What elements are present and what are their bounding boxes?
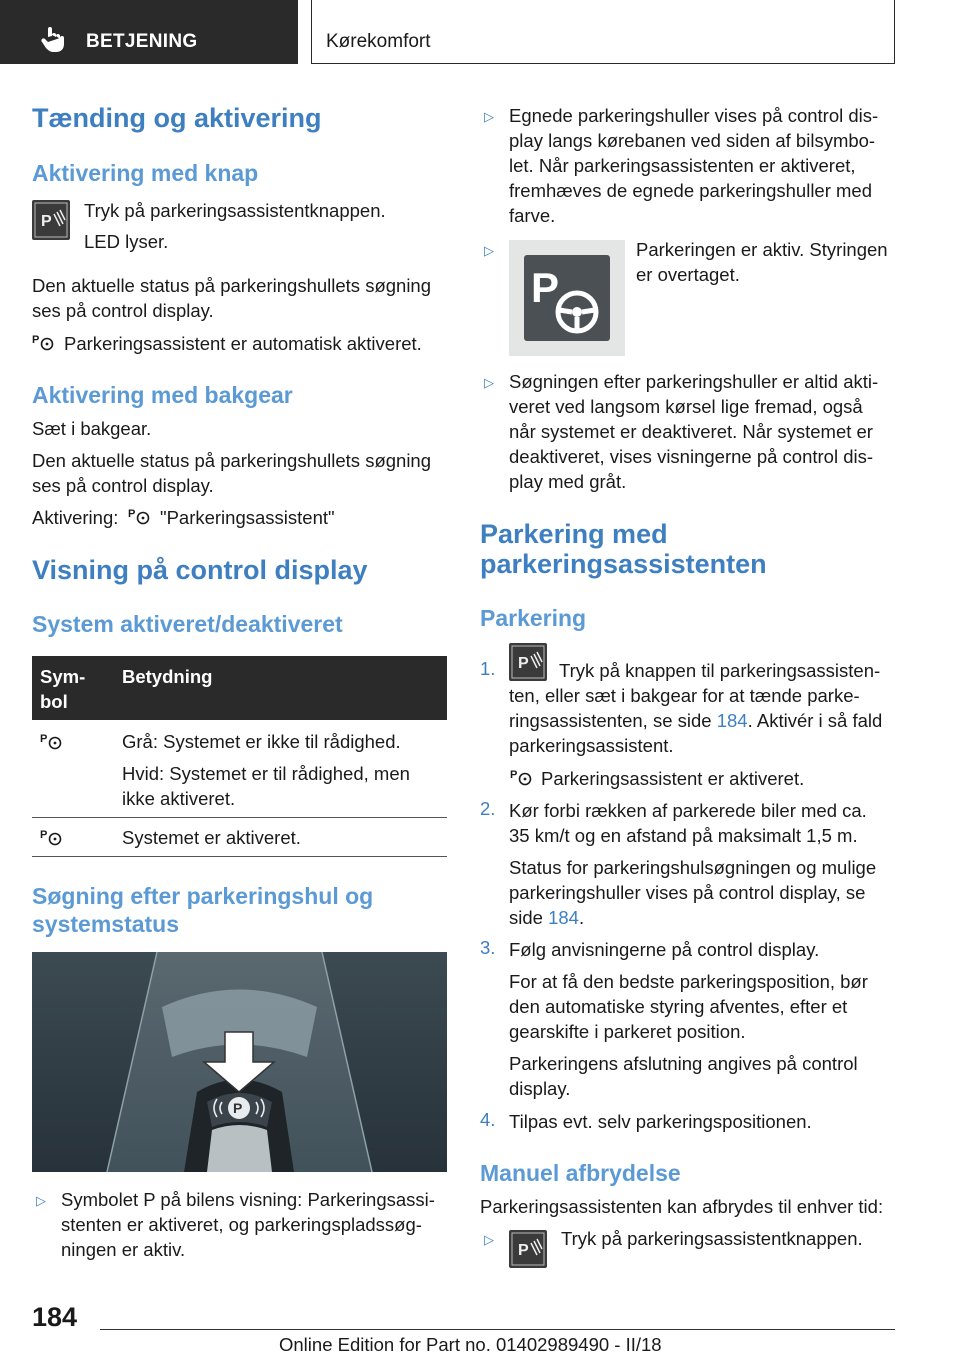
b3-line5: play med gråt. xyxy=(509,471,627,492)
table-row1-gray: Grå: Systemet er ikke til rådighed. xyxy=(122,731,401,752)
bullet-triangle: ▷ xyxy=(484,243,494,258)
b3-line3: når systemet er deaktiveret. Når systemet er xyxy=(509,421,873,442)
page-number: 184 xyxy=(32,1302,78,1332)
b1-line2: play langs kørebanen ved siden af bilsymbo- xyxy=(509,130,876,151)
table-col-symbol-line1: Sym- xyxy=(40,666,86,687)
s2-line1: Kør forbi rækken af parkerede biler med ca. xyxy=(509,800,867,821)
table-row-divider xyxy=(32,817,447,818)
heading-parking-line1: Parkering med xyxy=(480,519,668,549)
parking-assist-icon xyxy=(40,731,64,751)
svg-text:P: P xyxy=(531,264,560,311)
s1-line1: Tryk på knappen til parkeringsassisten- xyxy=(559,660,881,681)
table-header xyxy=(32,656,447,720)
auto-activated-text: Parkeringsassistent er automatisk aktiveret. xyxy=(64,333,422,354)
svg-text:P: P xyxy=(128,508,136,520)
s1-active: Parkeringsassistent er aktiveret. xyxy=(541,768,805,789)
parking-assist-icon xyxy=(32,332,56,352)
bullet-triangle: ▷ xyxy=(484,375,494,390)
svg-text:P: P xyxy=(41,213,52,230)
step-number: 1. xyxy=(480,658,496,679)
symbol-p-bullet-line3: ningen er aktiv. xyxy=(61,1239,186,1260)
status-text-line2: ses på control display. xyxy=(32,300,214,321)
s3-line1: Følg anvisningerne på control display. xyxy=(509,939,820,960)
s1-line4: parkeringsassistent. xyxy=(509,735,674,756)
b2-line1: Parkeringen er aktiv. Styringen xyxy=(636,239,888,260)
activation-value: "Parkeringsassistent" xyxy=(160,507,335,528)
s1-line3: ringsassistenten, se side 184. Aktivér i så fald xyxy=(509,710,883,731)
heading-search-line1: Søgning efter parkeringshul og xyxy=(32,883,374,909)
heading-display: Visning på control display xyxy=(32,555,368,585)
parking-assist-icon xyxy=(510,767,534,787)
s4-line1: Tilpas evt. selv parkeringspositionen. xyxy=(509,1111,812,1132)
parking-assist-icon xyxy=(128,506,152,526)
manual-text: Parkeringsassistenten kan afbrydes til enhver tid: xyxy=(480,1196,884,1217)
heading-system-status: System aktiveret/deaktiveret xyxy=(32,611,343,637)
s3-q-line2: display. xyxy=(509,1078,571,1099)
bullet-triangle: ▷ xyxy=(36,1193,46,1208)
svg-text:P: P xyxy=(233,1100,243,1116)
heading-search-line2: systemstatus xyxy=(32,911,180,937)
svg-text:P: P xyxy=(40,829,48,841)
table-row2-active: Systemet er aktiveret. xyxy=(122,827,301,848)
parking-button-icon xyxy=(509,643,547,681)
parking-button-icon xyxy=(509,1230,547,1268)
b3-line1: Søgningen efter parkeringshuller er altid akti- xyxy=(509,371,879,392)
car-display-image xyxy=(32,952,447,1172)
led-text: LED lyser. xyxy=(84,231,169,252)
manual-bullet: Tryk på parkeringsassistentknappen. xyxy=(561,1228,863,1249)
s3-p-line3: gearskifte i parkeret position. xyxy=(509,1021,746,1042)
page-link-184[interactable]: 184 xyxy=(716,710,748,731)
activation-label: Aktivering: xyxy=(32,507,119,528)
heading-parking: Parkering xyxy=(480,605,587,631)
s3-p-line2: den automatiske styring afventes, efter et xyxy=(509,996,848,1017)
s2-p-line1: Status for parkeringshulsøgningen og mulige xyxy=(509,857,877,878)
b3-line2: veret ved langsom kørsel lige fremad, også xyxy=(509,396,863,417)
footer-divider xyxy=(100,1329,895,1330)
s2-p-line3: side 184. xyxy=(509,907,585,928)
table-row1-white-line2: ikke aktiveret. xyxy=(122,788,236,809)
status2-text-line1: Den aktuelle status på parkeringshullets søgning xyxy=(32,450,432,471)
header-section-label: BETJENING xyxy=(86,31,198,52)
parking-assist-icon xyxy=(40,827,64,847)
svg-text:P: P xyxy=(518,1242,529,1259)
b1-line3: let. Når parkeringsassistenten er aktiveret, xyxy=(509,155,856,176)
step-number: 4. xyxy=(480,1109,496,1130)
button-instruction: Tryk på parkeringsassistentknappen. xyxy=(84,200,386,221)
table-col-symbol-line2: bol xyxy=(40,691,68,712)
symbol-p-bullet-line1: Symbolet P på bilens visning: Parkeringsassi- xyxy=(61,1189,435,1210)
svg-text:P: P xyxy=(32,334,40,346)
table-row1-white-line1: Hvid: Systemet er til rådighed, men xyxy=(122,763,410,784)
s3-q-line1: Parkeringens afslutning angives på control xyxy=(509,1053,858,1074)
s2-line2: 35 km/t og en afstand på maksimalt 1,5 m. xyxy=(509,825,858,846)
symbol-p-bullet-line2: stenten er aktiveret, og parkeringspladssøg- xyxy=(61,1214,422,1235)
hand-icon xyxy=(40,25,66,53)
s2-p-line2: parkeringshuller vises på control display, se xyxy=(509,882,866,903)
svg-text:P: P xyxy=(40,733,48,745)
status2-text-line2: ses på control display. xyxy=(32,475,214,496)
reverse-text: Sæt i bakgear. xyxy=(32,418,152,439)
heading-button-activation: Aktivering med knap xyxy=(32,160,259,186)
status-text-line1: Den aktuelle status på parkeringshullets søgning xyxy=(32,275,432,296)
header-title: Kørekomfort xyxy=(326,31,431,52)
b1-line5: farve. xyxy=(509,205,556,226)
parking-active-steering-icon xyxy=(509,240,625,356)
b1-line1: Egnede parkeringshuller vises på control dis- xyxy=(509,105,879,126)
s3-p-line1: For at få den bedste parkeringsposition, bør xyxy=(509,971,868,992)
footer-edition: Online Edition for Part no. 01402989490 - II/18 xyxy=(279,1334,662,1355)
heading-parking-line2: parkeringsassistenten xyxy=(480,549,767,579)
b1-line4: fremhæves de egnede parkeringshuller med xyxy=(509,180,873,201)
heading-reverse-activation: Aktivering med bakgear xyxy=(32,382,293,408)
svg-text:P: P xyxy=(510,769,518,781)
step-number: 2. xyxy=(480,798,496,819)
parking-button-icon xyxy=(32,200,70,240)
s1-line2: ten, eller sæt i bakgear for at tænde parke- xyxy=(509,685,860,706)
heading-activation: Tænding og aktivering xyxy=(32,103,322,133)
page-link-184[interactable]: 184 xyxy=(548,907,579,928)
table-col-meaning: Betydning xyxy=(122,666,213,687)
bullet-triangle: ▷ xyxy=(484,1232,494,1247)
svg-text:P: P xyxy=(518,655,529,672)
table-row-divider xyxy=(32,856,447,857)
step-number: 3. xyxy=(480,937,496,958)
heading-manual-stop: Manuel afbrydelse xyxy=(480,1160,681,1186)
bullet-triangle: ▷ xyxy=(484,109,494,124)
b2-line2: er overtaget. xyxy=(636,264,740,285)
b3-line4: deaktiveret, vises visningerne på control dis- xyxy=(509,446,874,467)
